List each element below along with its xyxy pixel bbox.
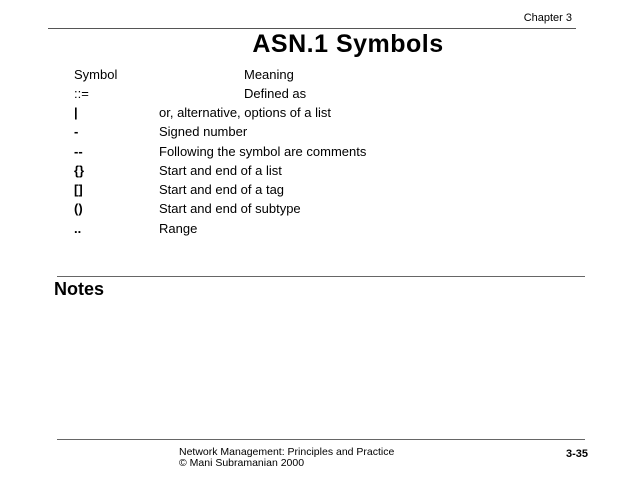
notes-divider <box>57 276 585 277</box>
meaning-cell: Start and end of subtype <box>159 201 301 217</box>
symbol-cell: {} <box>74 162 85 178</box>
symbol-cell: - <box>74 124 79 140</box>
table-row <box>74 105 574 124</box>
table-row <box>74 144 574 163</box>
meaning-cell: Following the symbol are comments <box>159 143 367 159</box>
footer-copyright: © Mani Subramanian 2000 <box>179 457 305 469</box>
table-row <box>74 163 574 182</box>
symbol-cell: | <box>74 105 78 120</box>
symbol-column-header: Symbol <box>74 67 118 82</box>
notes-heading: Notes <box>54 279 105 299</box>
table-row <box>74 221 574 240</box>
symbol-cell: .. <box>74 220 82 236</box>
meaning-cell: or, alternative, options of a list <box>159 105 331 120</box>
symbol-cell: ::= <box>74 86 89 101</box>
meaning-cell: Signed number <box>159 124 248 140</box>
slide-title: ASN.1 Symbols <box>252 30 444 58</box>
footer-credits <box>179 447 394 469</box>
table-row <box>74 86 574 102</box>
footer-book-title: Network Management: Principles and Practice <box>179 446 395 458</box>
symbol-cell: [] <box>74 182 83 198</box>
meaning-cell: Range <box>159 220 198 236</box>
meaning-cell: Start and end of a tag <box>159 182 285 198</box>
table-header <box>74 67 574 83</box>
chapter-label: Chapter 3 <box>523 12 572 24</box>
footer-divider <box>57 439 585 440</box>
symbol-cell: () <box>74 201 83 217</box>
table-row <box>74 182 574 201</box>
table-row <box>74 201 574 220</box>
meaning-column-header: Meaning <box>244 67 294 82</box>
symbol-table <box>74 105 574 240</box>
meaning-cell: Start and end of a list <box>159 162 282 178</box>
table-row <box>74 124 574 143</box>
meaning-cell: Defined as <box>244 86 307 101</box>
top-divider <box>48 28 576 29</box>
page-number: 3-35 <box>565 448 588 460</box>
symbol-cell: -- <box>74 143 83 159</box>
